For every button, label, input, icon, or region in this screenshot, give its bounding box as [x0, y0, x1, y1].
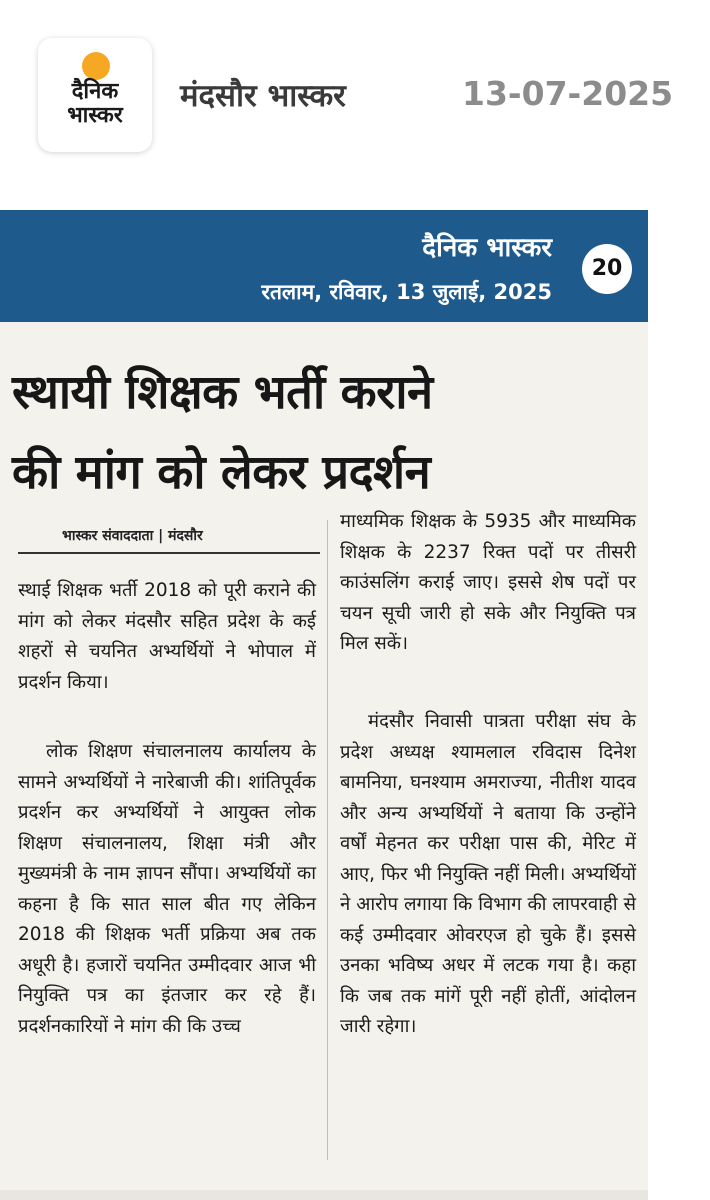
page-number-badge: 20	[582, 244, 632, 294]
headline-line-2: की मांग को लेकर प्रदर्शन	[12, 445, 431, 500]
dainik-bhaskar-app-logo[interactable]	[38, 38, 152, 152]
masthead-dateline: रतलाम, रविवार, 13 जुलाई, 2025	[261, 280, 552, 304]
edition-title: मंदसौर भास्कर	[180, 78, 346, 114]
article-paragraph-1: स्थाई शिक्षक भर्ती 2018 को पूरी कराने की मांग को लेकर मंदसौर सहित प्रदेश के कई शहरों से चयनित अभ्यर्थियों ने भोपाल में प्रदर्शन किया।	[18, 580, 316, 693]
masthead-brand: दैनिक भास्कर	[422, 233, 552, 263]
byline-rule	[18, 552, 320, 554]
headline-line-1: स्थायी शिक्षक भर्ती कराने	[12, 365, 433, 420]
masthead-banner	[0, 210, 648, 322]
sun-logo-icon	[82, 52, 110, 80]
byline: भास्कर संवाददाता | मंदसौर	[62, 528, 203, 544]
logo-text-line2: भास्कर	[67, 103, 123, 128]
article-paragraph-4: मंदसौर निवासी पात्रता परीक्षा संघ के प्रदेश अध्यक्ष श्यामलाल रविदास दिनेश बामनिया, घनश्याम अमराज्या, नीतीश यादव और अन्य अभ्यर्थियों ने बताया कि उन्होंने वर्षों मेहनत कर परीक्षा पास की, मेरिट में आए, फिर भी नियुक्ति नहीं मिली। अभ्यर्थियों ने आरोप लगाया कि विभाग की लापरवाही से कई उम्मीदवार ओवरएज हो चुके हैं। इससे उनका भविष्य अधर में लटक गया है। कहा कि जब तक मांगें पूरी नहीं होतीं, आंदोलन जारी रहेगा।	[340, 711, 636, 1037]
newspaper-clipping	[0, 210, 648, 1200]
column-divider	[327, 520, 328, 1160]
article-paragraph-3: माध्यमिक शिक्षक के 5935 और माध्यमिक शिक्षक के 2237 रिक्त पदों पर तीसरी काउंसलिंग कराई जाए। इससे शेष पदों पर चयन सूची जारी हो सके और नियुक्ति पत्र मिल सकें।	[340, 511, 636, 654]
edition-date: 13-07-2025	[462, 74, 674, 113]
cut-off-next-line	[0, 1190, 648, 1200]
app-header	[0, 0, 710, 185]
article-paragraph-2: लोक शिक्षण संचालनालय कार्यालय के सामने अभ्यर्थियों ने नारेबाजी की। शांतिपूर्वक प्रदर्शन कर अभ्यर्थियों ने आयुक्त लोक शिक्षण संचालनालय, शिक्षा मंत्री और मुख्यमंत्री के नाम ज्ञापन सौंपा। अभ्यर्थियों का कहना है कि सात साल बीत गए लेकिन 2018 की शिक्षक भर्ती प्रक्रिया अब तक अधूरी है। हजारों चयनित उम्मीदवार आज भी नियुक्ति पत्र का इंतजार कर रहे हैं। प्रदर्शनकारियों ने मांग की कि उच्च	[18, 741, 316, 1037]
logo-text-line1: दैनिक	[71, 79, 119, 104]
